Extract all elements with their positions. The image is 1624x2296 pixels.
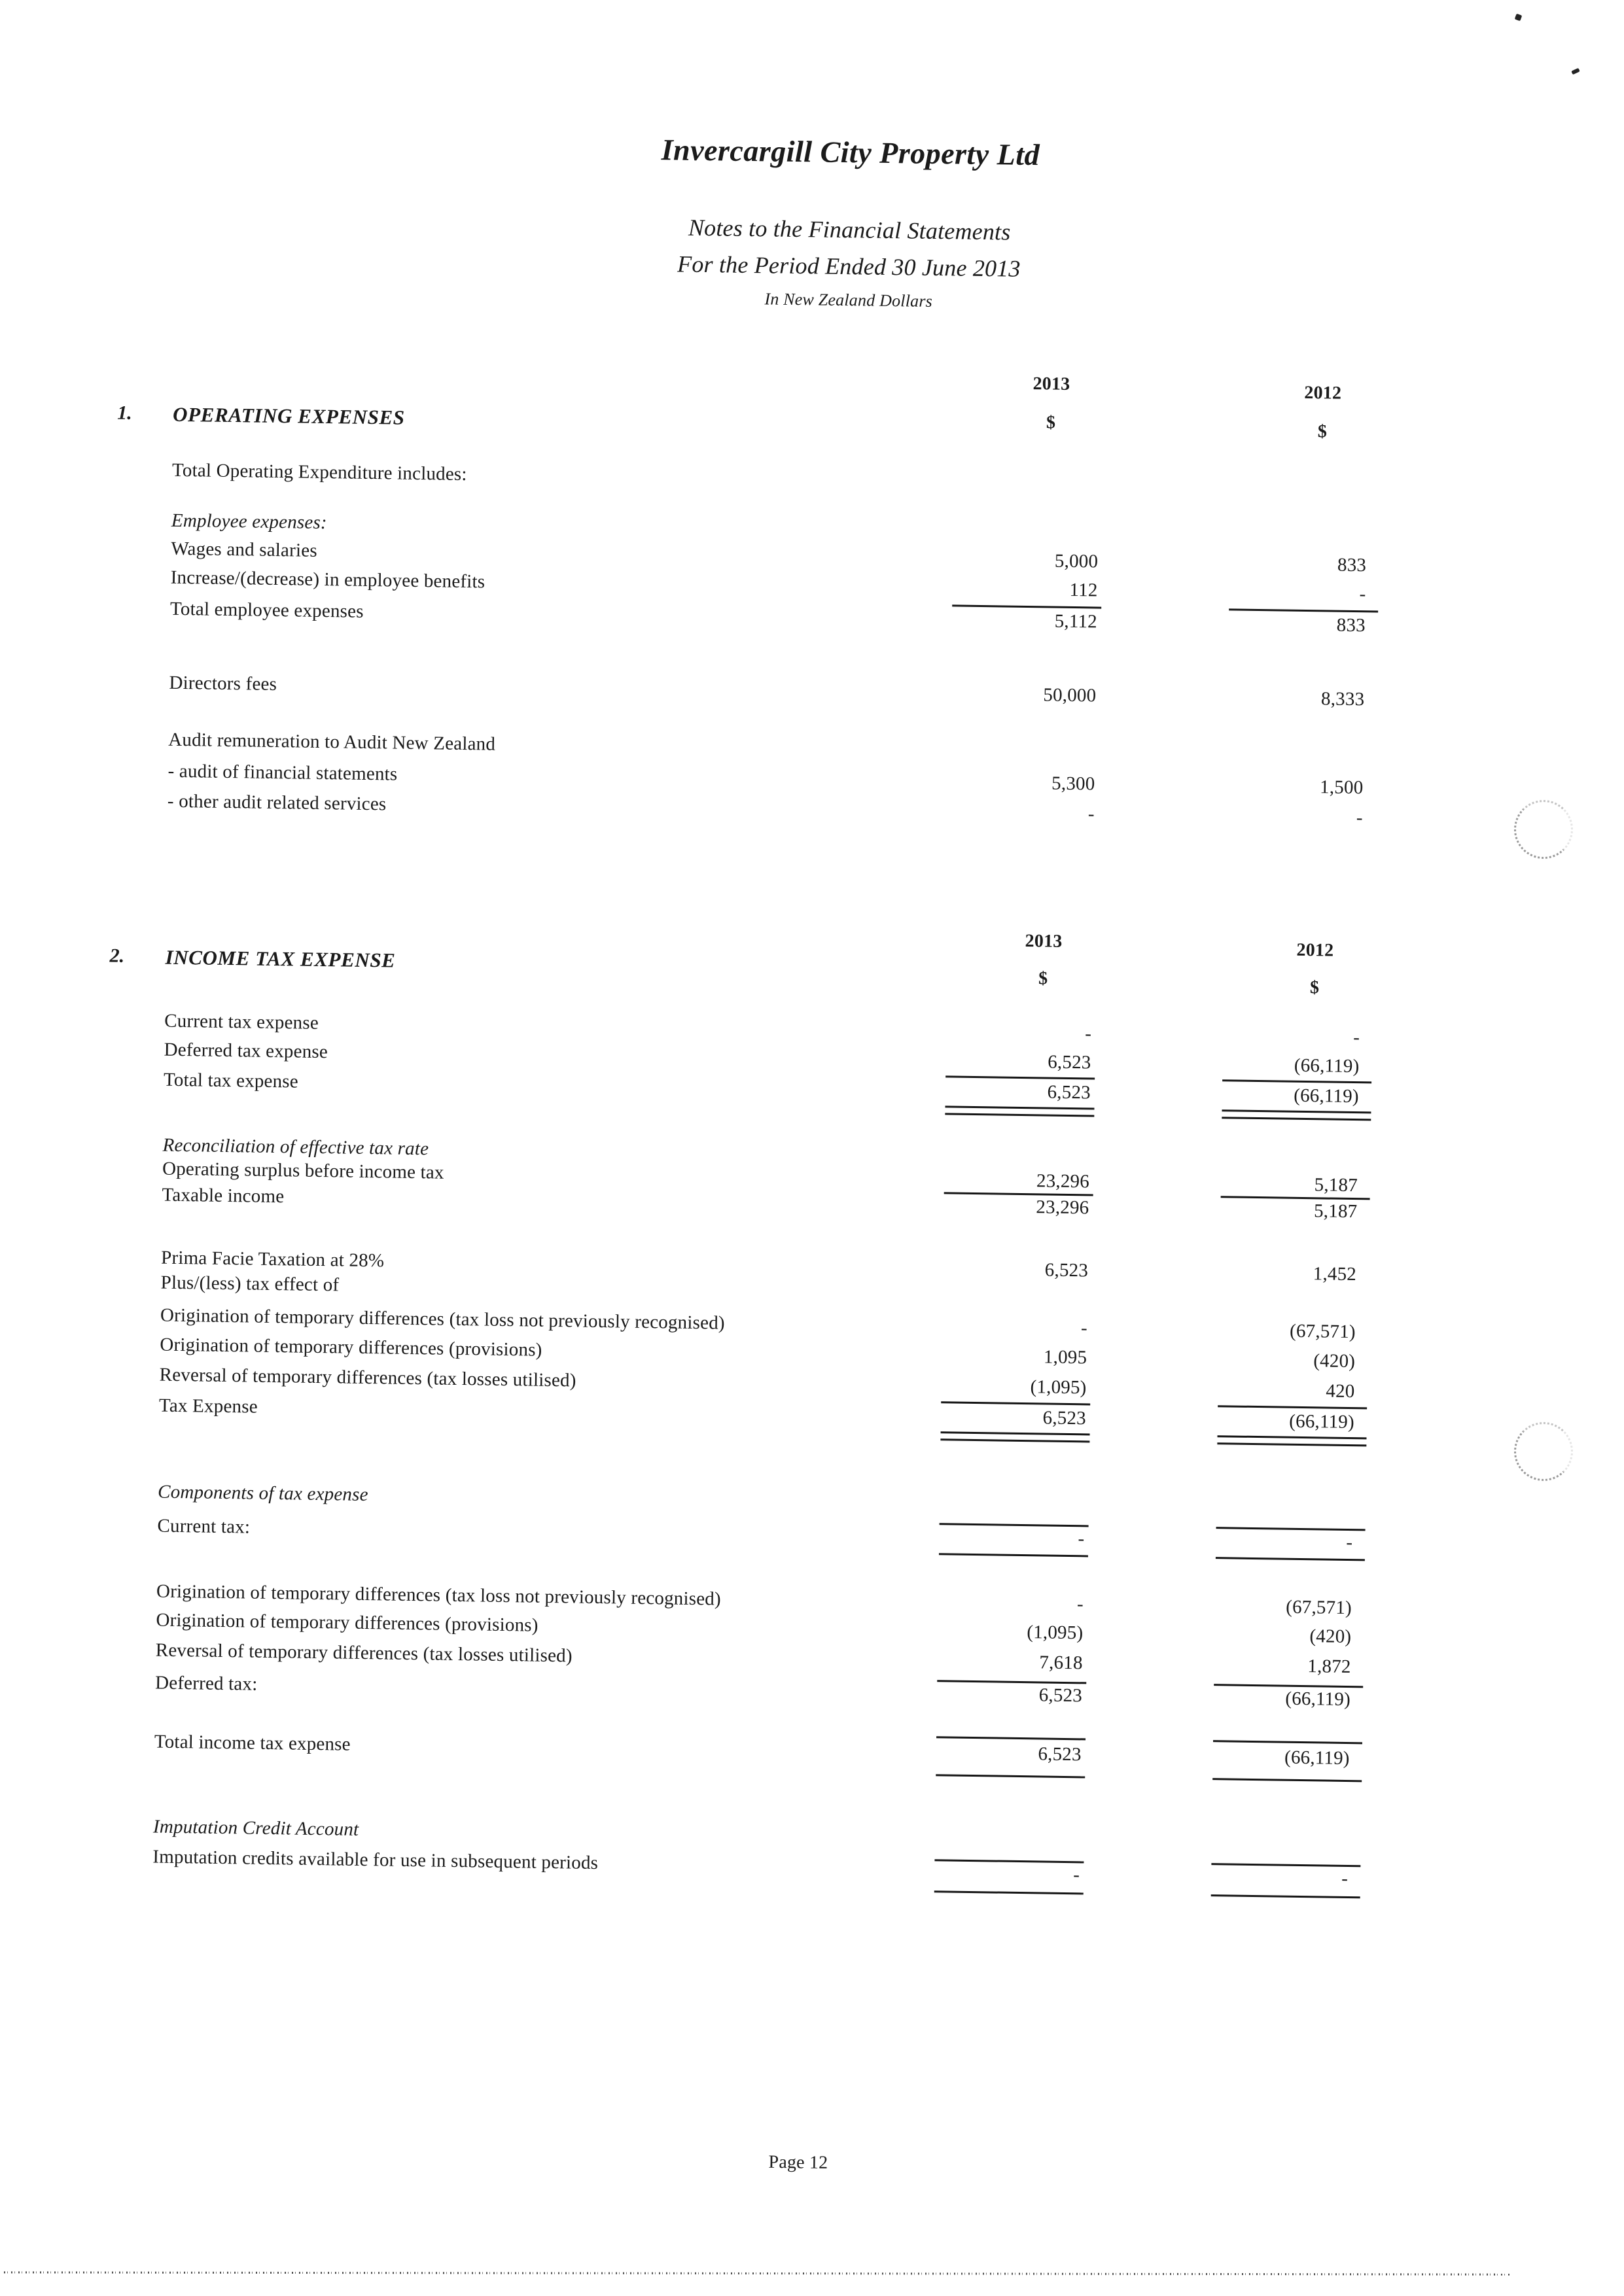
scan-speck-icon — [1515, 14, 1523, 22]
row-label: Total income tax expense — [154, 1731, 351, 1755]
section2-number: 2. — [109, 945, 125, 967]
dollar-sign-2012: $ — [1309, 977, 1320, 998]
value-2013: 50,000 — [1043, 684, 1097, 706]
rule-2013 — [945, 1075, 1095, 1079]
value-2012: 5,187 — [1314, 1174, 1358, 1196]
column-header-2013: 2013 — [1025, 931, 1063, 952]
document-title: Notes to the Financial Statements — [688, 214, 1011, 245]
section1-number: 1. — [116, 402, 132, 424]
value-2012: 1,452 — [1313, 1263, 1357, 1285]
value-2012: 833 — [1336, 614, 1366, 636]
value-2013: 23,296 — [1036, 1170, 1090, 1192]
value-2012: - — [1352, 1027, 1360, 1049]
section1-intro — [0, 457, 1617, 503]
value-2012: (67,571) — [1289, 1320, 1356, 1343]
row-label: Wages and salaries — [171, 538, 318, 561]
row-label: Deferred tax: — [154, 1672, 258, 1695]
row-label: Reversal of temporary differences (tax losses utilised) — [159, 1364, 576, 1391]
row-label: Audit remuneration to Audit New Zealand — [168, 729, 496, 755]
dollar-sign-2013: $ — [1046, 412, 1056, 433]
value-2013: - — [1078, 1528, 1085, 1550]
row-label: Tax Expense — [158, 1395, 258, 1418]
value-2013: - — [1087, 803, 1095, 825]
rule-2012 — [1216, 1557, 1365, 1561]
value-2012: 1,500 — [1319, 776, 1364, 799]
row-label: Employee expenses: — [171, 510, 328, 534]
row-label: - audit of financial statements — [168, 760, 398, 785]
currency-note: In New Zealand Dollars — [764, 289, 933, 311]
row-label: Directors fees — [169, 672, 277, 695]
row-label: - other audit related services — [167, 790, 387, 815]
value-2013: 6,523 — [1038, 1743, 1082, 1765]
value-2012: (420) — [1313, 1350, 1356, 1372]
rule-2012 — [1222, 1079, 1371, 1083]
value-2012: (66,119) — [1293, 1085, 1360, 1107]
company-title: Invercargill City Property Ltd — [661, 133, 1040, 172]
value-2012: 5,187 — [1313, 1200, 1358, 1223]
value-2012: - — [1346, 1531, 1353, 1554]
value-2013: 112 — [1069, 579, 1098, 601]
value-2013: - — [1080, 1317, 1088, 1339]
value-2012: 833 — [1337, 554, 1367, 576]
row-label: Plus/(less) tax effect of — [160, 1272, 340, 1296]
value-2013: (1,095) — [1030, 1376, 1087, 1399]
row-label: Total employee expenses — [169, 598, 364, 622]
period-subtitle: For the Period Ended 30 June 2013 — [677, 251, 1021, 282]
rule-2013 — [934, 1890, 1084, 1894]
value-2012: - — [1341, 1868, 1349, 1890]
rule-2013 — [939, 1553, 1088, 1557]
double-rule-2012 — [1217, 1435, 1366, 1446]
value-2013: 1,095 — [1043, 1346, 1087, 1368]
row-total-income-tax-expense — [0, 1728, 1600, 1775]
value-2012: (66,119) — [1294, 1054, 1360, 1077]
value-2013: (1,095) — [1027, 1622, 1084, 1644]
value-2012: - — [1359, 583, 1366, 605]
value-2012: 1,872 — [1307, 1656, 1351, 1678]
rule-2013 — [941, 1401, 1090, 1405]
row-label: Taxable income — [162, 1184, 285, 1208]
value-2013: 5,300 — [1051, 773, 1095, 795]
row-label: Reconciliation of effective tax rate — [162, 1134, 429, 1160]
value-2013: - — [1073, 1864, 1080, 1886]
value-2013: 23,296 — [1036, 1196, 1089, 1219]
rule-2012 — [1212, 1778, 1362, 1782]
row-label: Current tax expense — [164, 1010, 319, 1034]
page-number: Page 12 — [768, 2151, 828, 2173]
value-2013: 7,618 — [1039, 1652, 1083, 1674]
rule-2013 — [936, 1736, 1086, 1740]
value-2012: (66,119) — [1289, 1410, 1355, 1433]
value-2013: - — [1076, 1593, 1084, 1615]
row-label: Total tax expense — [163, 1069, 299, 1092]
dollar-sign-2013: $ — [1038, 968, 1048, 989]
row-label: Prima Facie Taxation at 28% — [160, 1247, 385, 1272]
rule-2013 — [936, 1774, 1085, 1778]
column-header-2012: 2012 — [1304, 382, 1342, 404]
column-header-2012: 2012 — [1296, 939, 1334, 961]
rule-2013 — [952, 604, 1101, 608]
rule-2012 — [1213, 1740, 1362, 1744]
row-label: Imputation Credit Account — [152, 1816, 359, 1840]
column-header-2013: 2013 — [1033, 374, 1070, 394]
row-label: Origination of temporary differences (tax loss not previously recognised) — [160, 1304, 725, 1334]
dollar-sign-2012: $ — [1317, 421, 1328, 442]
row-label: Increase/(decrease) in employee benefits — [170, 566, 485, 593]
row-label: Origination of temporary differences (provisions) — [160, 1334, 542, 1361]
section2-title: INCOME TAX EXPENSE — [165, 945, 396, 972]
value-2013: 6,523 — [1044, 1259, 1089, 1281]
rule-2012 — [1211, 1894, 1360, 1898]
rule-2012 — [1229, 608, 1378, 612]
row-label: Reversal of temporary differences (tax losses utilised) — [155, 1639, 573, 1667]
row-directors-fees — [0, 669, 1614, 716]
section1-title: OPERATING EXPENSES — [172, 402, 405, 429]
row-label: Operating surplus before income tax — [162, 1158, 444, 1183]
value-2013: - — [1085, 1023, 1092, 1045]
value-2013: 5,112 — [1054, 610, 1098, 633]
row-label: Imputation credits available for use in subsequent periods — [152, 1846, 599, 1874]
double-rule-2012 — [1222, 1109, 1371, 1121]
double-rule-2013 — [940, 1431, 1089, 1442]
value-2013: 6,523 — [1048, 1051, 1091, 1073]
row-label: Current tax: — [157, 1515, 251, 1538]
value-2013: 5,000 — [1054, 550, 1099, 572]
value-2012: (420) — [1309, 1626, 1352, 1648]
double-rule-2013 — [945, 1105, 1094, 1117]
rule-2012 — [1218, 1405, 1367, 1409]
section1-heading — [0, 400, 1618, 447]
value-2012: (66,119) — [1285, 1688, 1351, 1711]
value-2012: (67,571) — [1285, 1596, 1352, 1619]
row-label: Origination of temporary differences (tax loss not previously recognised) — [156, 1580, 722, 1610]
row-label: Total Operating Expenditure includes: — [171, 459, 467, 485]
row-label: Components of tax expense — [157, 1481, 368, 1506]
row-label: Origination of temporary differences (provisions) — [156, 1609, 538, 1636]
value-2013: 6,523 — [1038, 1684, 1083, 1707]
value-2013: 6,523 — [1047, 1081, 1091, 1104]
row-label: Deferred tax expense — [164, 1039, 328, 1063]
value-2012: - — [1356, 807, 1363, 829]
hole-punch-mark-top — [1514, 800, 1573, 859]
value-2013: 6,523 — [1042, 1407, 1087, 1429]
hole-punch-mark-bottom — [1514, 1422, 1573, 1481]
value-2012: 420 — [1326, 1380, 1355, 1402]
value-2012: 8,333 — [1320, 688, 1365, 710]
value-2012: (66,119) — [1284, 1747, 1350, 1769]
